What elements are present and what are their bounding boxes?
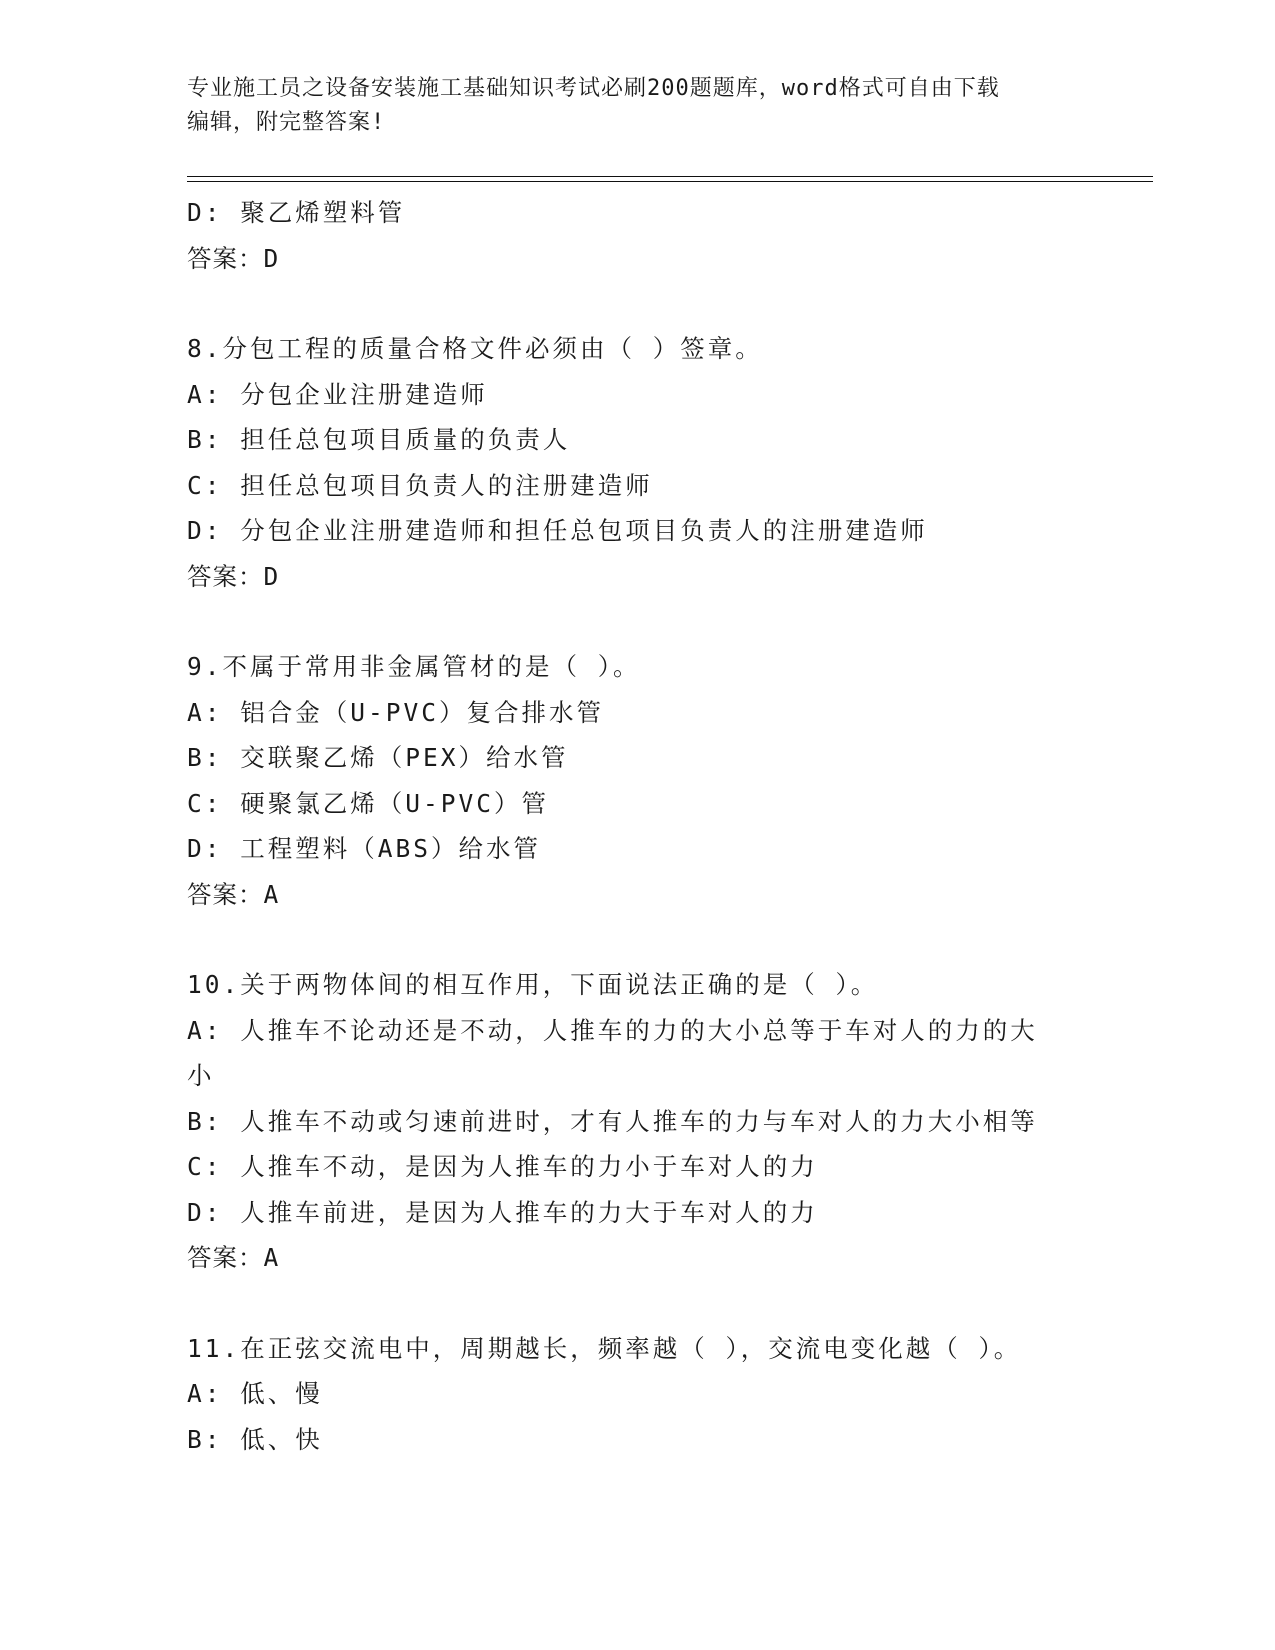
spacer bbox=[187, 1281, 1087, 1326]
question-stem: 9.不属于常用非金属管材的是（ ）。 bbox=[187, 652, 641, 681]
spacer bbox=[187, 599, 1087, 644]
option-a: A: 分包企业注册建造师 bbox=[187, 379, 488, 409]
option-a: A: 铝合金（U-PVC）复合排水管 bbox=[187, 697, 605, 727]
spacer bbox=[187, 917, 1087, 962]
answer-line: 答案：D bbox=[187, 243, 280, 273]
header-rule-top bbox=[187, 176, 1153, 177]
question-block-9 bbox=[187, 644, 1087, 917]
option-a-line-2: 小 bbox=[187, 1061, 215, 1090]
option-d: D: 聚乙烯塑料管 bbox=[187, 198, 406, 227]
spacer bbox=[187, 281, 1087, 326]
question-block-11 bbox=[187, 1326, 1087, 1463]
question-stem: 11.在正弦交流电中，周期越长，频率越（ ），交流电变化越（ ）。 bbox=[187, 1333, 1022, 1363]
option-a-line-1: A: 人推车不论动还是不动，人推车的力的大小总等于车对人的力的大 bbox=[187, 1015, 1038, 1045]
header-title-line-2: 编辑，附完整答案! bbox=[187, 110, 386, 135]
header-title-line-1: 专业施工员之设备安装施工基础知识考试必刷200题题库，word格式可自由下载 bbox=[187, 76, 1000, 101]
question-block-prev bbox=[187, 190, 1087, 281]
option-b: B: 低、快 bbox=[187, 1424, 323, 1454]
option-d: D: 人推车前进，是因为人推车的力大于车对人的力 bbox=[187, 1197, 818, 1227]
answer-line: 答案：A bbox=[187, 1243, 280, 1272]
option-a: A: 低、慢 bbox=[187, 1379, 323, 1408]
question-block-8 bbox=[187, 326, 1087, 599]
option-b: B: 担任总包项目质量的负责人 bbox=[187, 425, 571, 454]
option-d: D: 分包企业注册建造师和担任总包项目负责人的注册建造师 bbox=[187, 516, 928, 545]
option-d: D: 工程塑料（ABS）给水管 bbox=[187, 834, 542, 863]
option-b: B: 交联聚乙烯（PEX）给水管 bbox=[187, 743, 569, 772]
option-c: C: 人推车不动，是因为人推车的力小于车对人的力 bbox=[187, 1152, 818, 1181]
header-rule-bottom bbox=[187, 181, 1153, 182]
question-stem: 10.关于两物体间的相互作用，下面说法正确的是（ ）。 bbox=[187, 970, 879, 999]
option-c: C: 硬聚氯乙烯（U-PVC）管 bbox=[187, 788, 550, 818]
answer-line: 答案：A bbox=[187, 879, 280, 909]
option-c: C: 担任总包项目负责人的注册建造师 bbox=[187, 470, 653, 500]
option-b: B: 人推车不动或匀速前进时，才有人推车的力与车对人的力大小相等 bbox=[187, 1106, 1038, 1136]
question-list bbox=[187, 190, 1087, 1462]
question-stem: 8.分包工程的质量合格文件必须由（ ）签章。 bbox=[187, 334, 763, 363]
answer-line: 答案：D bbox=[187, 561, 280, 591]
question-block-10 bbox=[187, 962, 1087, 1281]
document-header bbox=[187, 72, 1087, 140]
